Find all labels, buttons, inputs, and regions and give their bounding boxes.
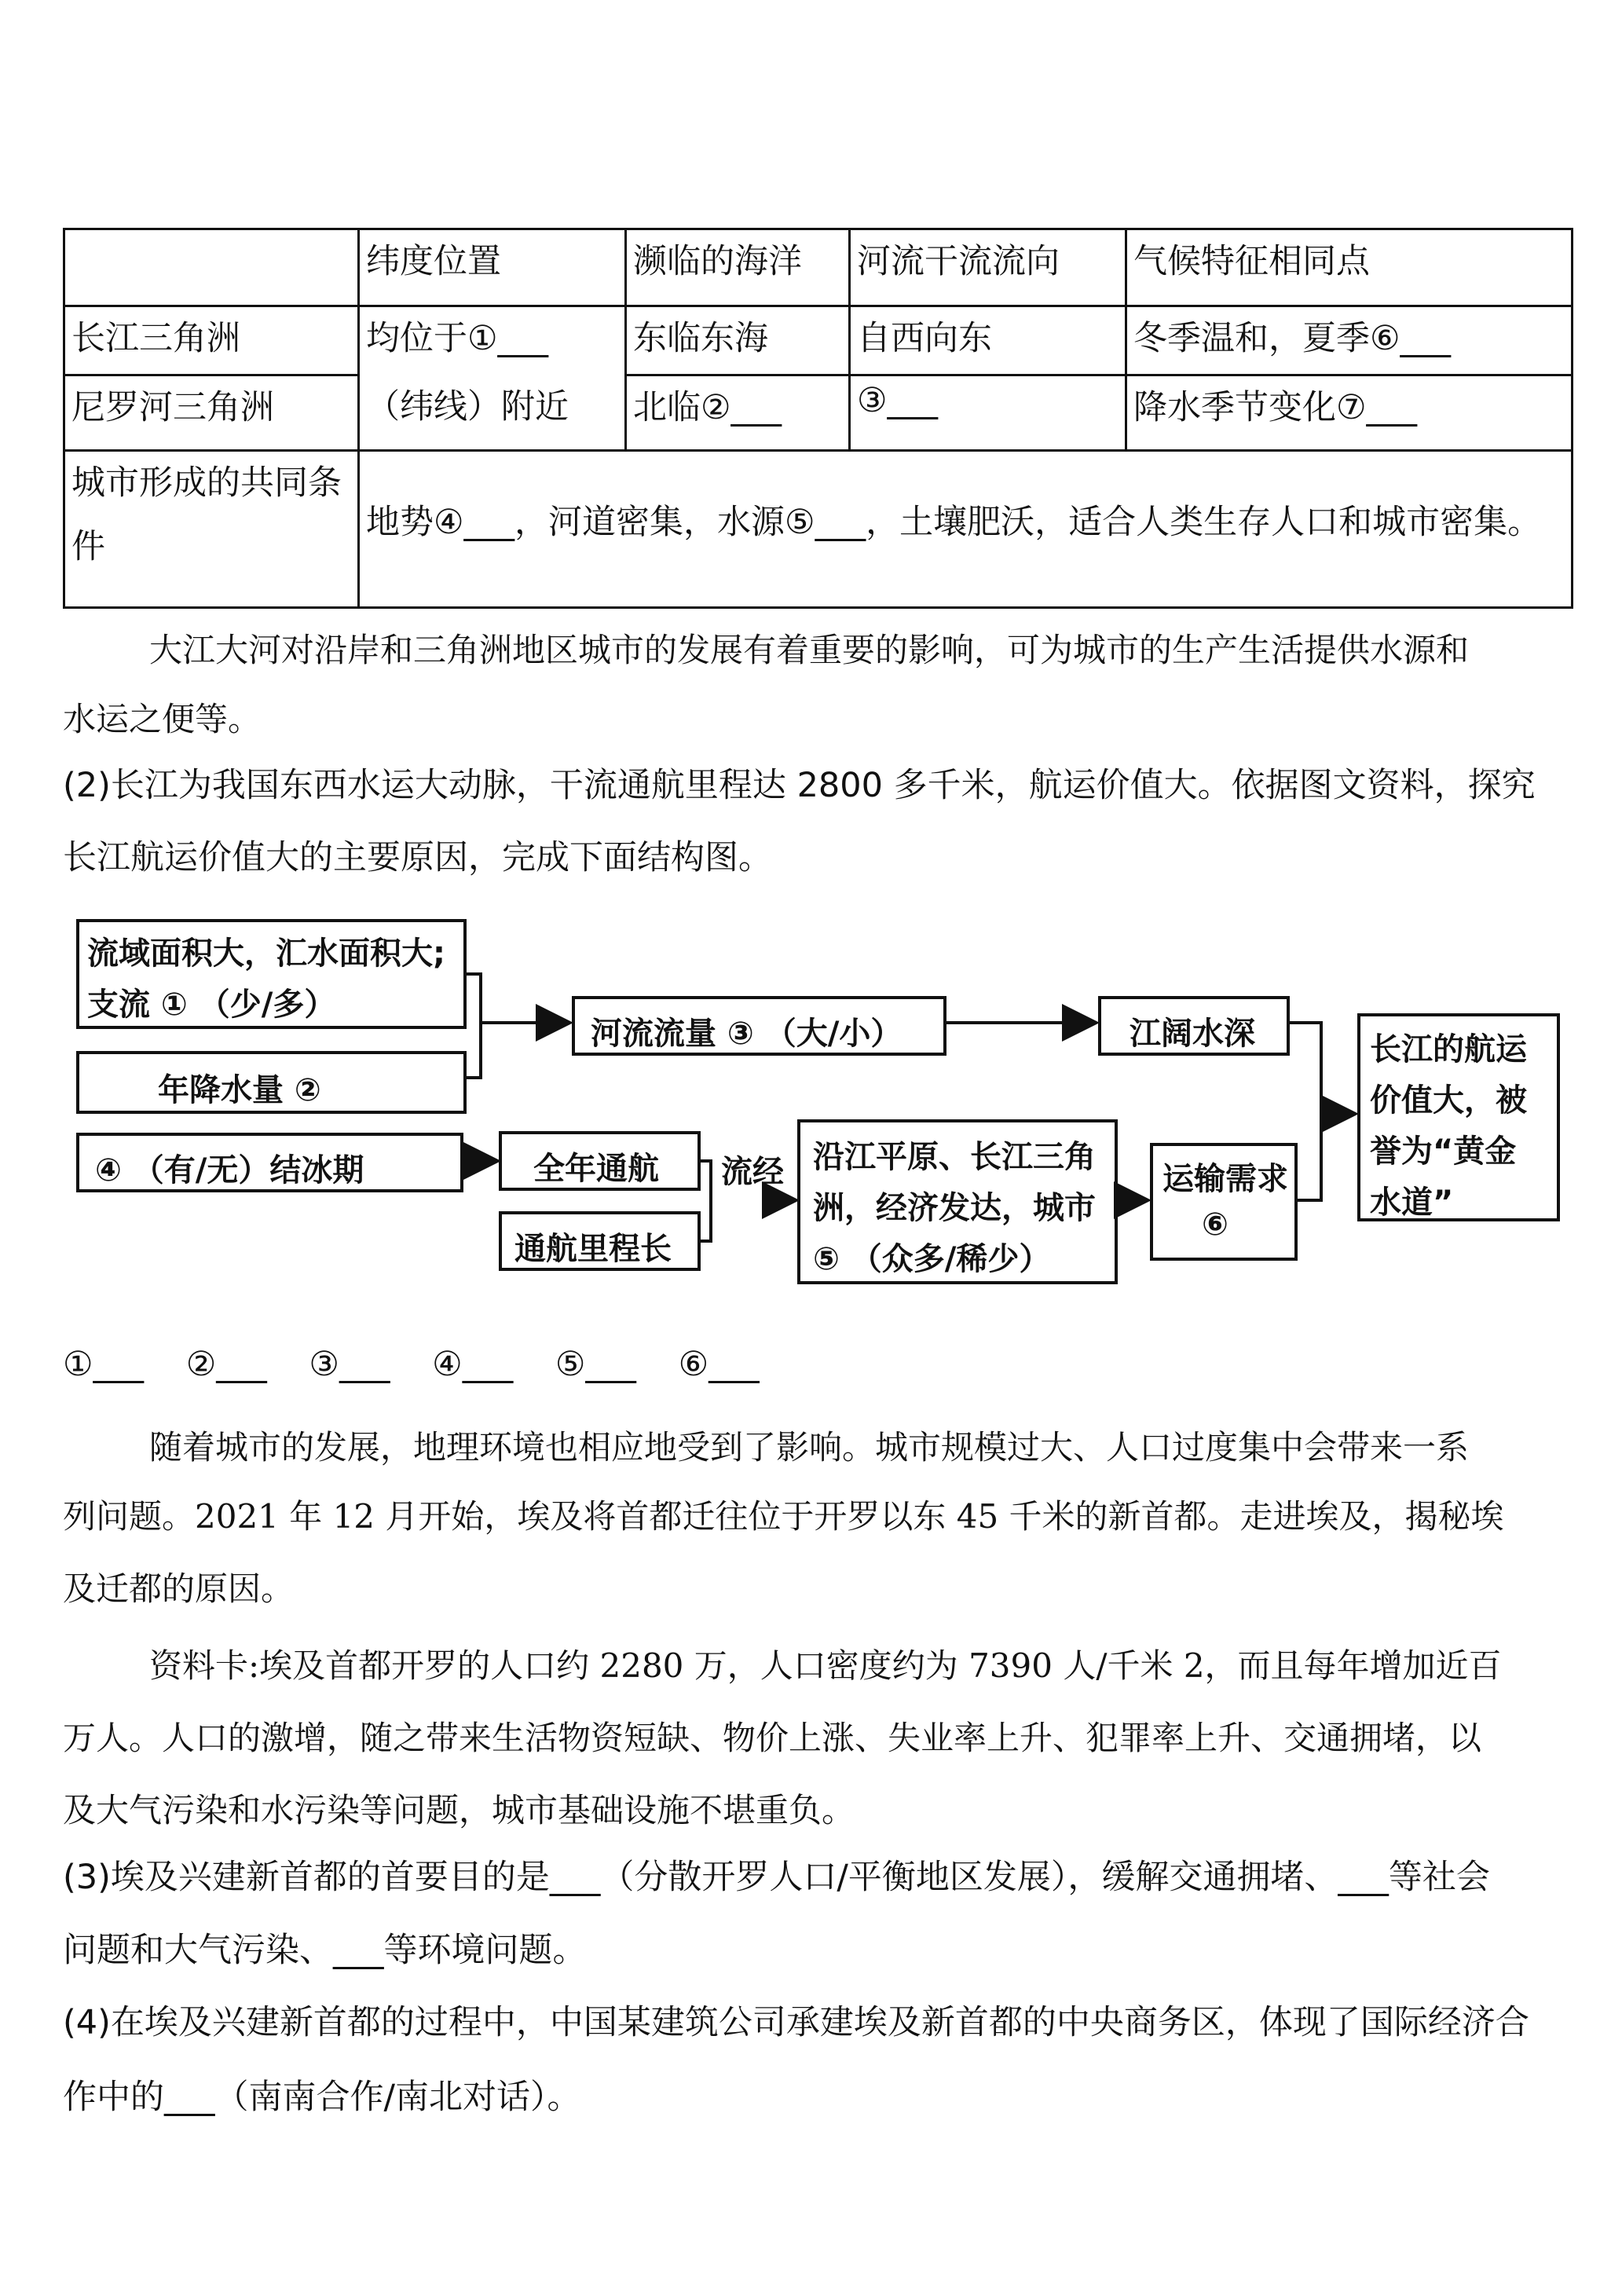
- box-text: 流域面积大，汇水面积大;: [87, 936, 445, 972]
- box-golden-waterway: [1357, 1013, 1560, 1221]
- box-precipitation: [76, 1051, 467, 1114]
- box-transport-demand: [1150, 1143, 1298, 1261]
- table-header-cell: 纬度位置: [359, 229, 626, 306]
- table-cell: 冬季温和，夏季⑥___: [1126, 306, 1573, 375]
- question-2-line: 长江航运价值大的主要原因，完成下面结构图。: [63, 838, 772, 877]
- paragraph-line: 及迁都的原因。: [63, 1569, 295, 1608]
- box-economy: [797, 1119, 1118, 1284]
- box-text: 价值大，被: [1370, 1082, 1527, 1119]
- table-header-cell: 河流干流流向: [850, 229, 1126, 306]
- table-cell: 均位于①___: [359, 306, 626, 375]
- box-text: ④ （有/无）结冰期: [95, 1152, 364, 1188]
- box-wide-deep: [1098, 996, 1290, 1056]
- row-label: 长江三角洲: [64, 306, 359, 375]
- row-label-line: 件: [71, 527, 105, 566]
- box-text: 誉为“黄金: [1370, 1133, 1517, 1170]
- paragraph-line: 随着城市的发展，地理环境也相应地受到了影响。城市规模过大、人口过度集中会带来一系: [149, 1428, 1470, 1467]
- question-2-line: (2)长江为我国东西水运大动脉，干流通航里程达 2800 多千米，航运价值大。依据图文资料，探究: [63, 766, 1536, 805]
- table-cell: 北临②___: [626, 375, 850, 451]
- paragraph-line: 大江大河对沿岸和三角洲地区城市的发展有着重要的影响，可为城市的生产生活提供水源和: [149, 631, 1470, 669]
- box-river-discharge: [572, 996, 946, 1056]
- box-text: 运输需求: [1162, 1161, 1288, 1197]
- box-basin-area: [76, 919, 467, 1029]
- table-cell: （纬线）附近: [359, 375, 626, 451]
- box-text: 全年通航: [533, 1151, 659, 1187]
- question-4-line: 作中的___（南南合作/南北对话）。: [63, 2078, 581, 2117]
- table-cell: 自西向东: [850, 306, 1126, 375]
- box-text: 沿江平原、长江三角: [813, 1139, 1096, 1175]
- table-cell-conditions: 地势④___，河道密集，水源⑤___，土壤肥沃，适合人类生存人口和城市密集。: [359, 451, 1573, 608]
- row-label: 尼罗河三角洲: [64, 375, 359, 451]
- box-text: 河流流量 ③ （大/小）: [591, 1016, 903, 1052]
- box-freeze-period: [76, 1133, 463, 1192]
- box-text: 支流 ① （少/多）: [87, 987, 336, 1023]
- box-text: 通航里程长: [514, 1231, 672, 1267]
- question-3-line: (3)埃及兴建新首都的首要目的是___（分散开罗人口/平衡地区发展），缓解交通拥堵、___等社会: [63, 1858, 1490, 1897]
- flow-label: 流经: [721, 1154, 784, 1190]
- data-card-line: 资料卡:埃及首都开罗的人口约 2280 万，人口密度约为 7390 人/千米 2，而且每年增加近百: [149, 1646, 1502, 1685]
- box-text: 江阔水深: [1130, 1016, 1255, 1052]
- data-card-line: 及大气污染和水污染等问题，城市基础设施不堪重负。: [63, 1791, 855, 1829]
- box-text: 年降水量 ②: [158, 1072, 321, 1108]
- question-3-line: 问题和大气污染、___等环境问题。: [63, 1931, 587, 1970]
- table-header-cell: 气候特征相同点: [1126, 229, 1573, 306]
- table-cell: ③___: [850, 375, 1126, 451]
- box-text: 长江的航运: [1370, 1031, 1527, 1067]
- box-text: 水道”: [1370, 1185, 1454, 1221]
- question-4-line: (4)在埃及兴建新首都的过程中，中国某建筑公司承建埃及新首都的中央商务区，体现了国际经济合: [63, 2003, 1529, 2042]
- table-header-cell: 濒临的海洋: [626, 229, 850, 306]
- table-cell: 降水季节变化⑦___: [1126, 375, 1573, 451]
- paragraph-line: 列问题。2021 年 12 月开始，埃及将首都迁往位于开罗以东 45 千米的新首都。走进埃及，揭秘埃: [63, 1497, 1504, 1536]
- box-text: 洲，经济发达，城市: [813, 1190, 1096, 1226]
- box-text: ⑤ （众多/稀少）: [813, 1241, 1051, 1277]
- paragraph-line: 水运之便等。: [63, 700, 262, 738]
- table-cell: 东临东海: [626, 306, 850, 375]
- row-label-line: 城市形成的共同条: [71, 463, 342, 503]
- data-card-line: 万人。人口的激增，随之带来生活物资短缺、物价上涨、失业率上升、犯罪率上升、交通拥堵，以: [63, 1719, 1482, 1757]
- box-long-navigation: [499, 1211, 701, 1271]
- box-yearround-navigation: [499, 1131, 701, 1191]
- box-text: ⑥: [1202, 1207, 1228, 1243]
- answer-blanks: ①___ ②___ ③___ ④___ ⑤___ ⑥___: [63, 1345, 760, 1384]
